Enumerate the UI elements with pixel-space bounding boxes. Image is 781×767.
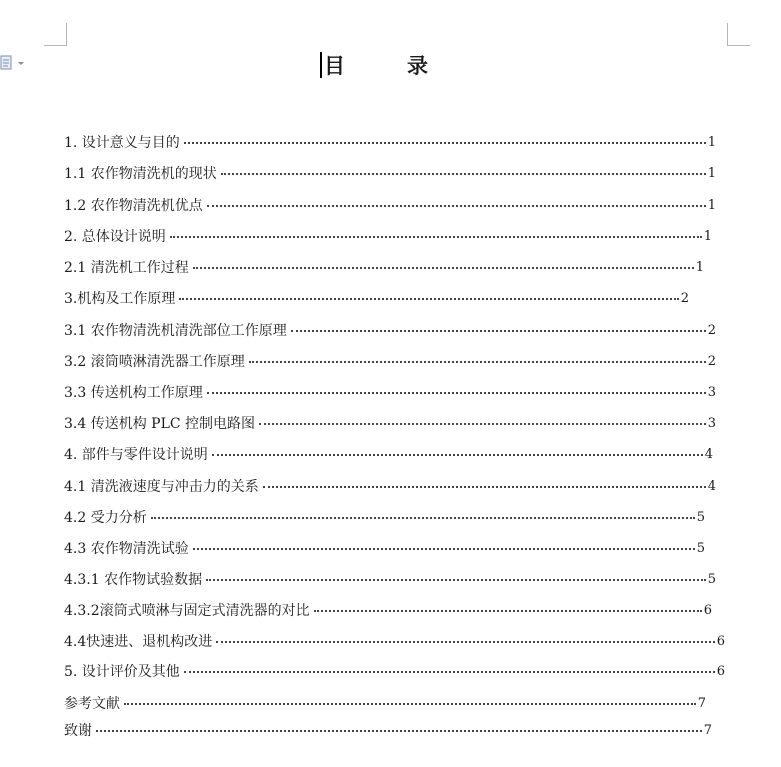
toc-page-number: 6	[703, 602, 712, 618]
toc-dot-leader	[124, 703, 696, 705]
toc-dot-leader	[314, 610, 702, 612]
toc-entry[interactable]	[64, 225, 712, 247]
toc-entry-label: 4.2 受力分析	[64, 510, 147, 526]
toc-dot-leader	[249, 361, 706, 363]
toc-dot-leader	[193, 548, 695, 550]
toc-page-number: 7	[697, 695, 706, 711]
toc-entry[interactable]	[64, 599, 712, 621]
toc-entry-label: 4. 部件与零件设计说明	[64, 447, 208, 463]
toc-page-number: 6	[716, 663, 725, 679]
toc-entry[interactable]	[64, 475, 716, 497]
toc-entry[interactable]	[64, 381, 716, 403]
toc-dot-leader	[151, 517, 695, 519]
toc-entry-label: 4.3.1 农作物试验数据	[64, 572, 203, 588]
toc-dot-leader	[291, 330, 706, 332]
toc-entry[interactable]	[64, 660, 725, 682]
toc-page-number: 3	[707, 384, 716, 400]
toc-dot-leader	[259, 423, 706, 425]
toc-entry[interactable]	[64, 537, 705, 559]
toc-dot-leader	[221, 173, 706, 175]
toc-entry[interactable]	[64, 131, 716, 153]
toc-entry-label: 5. 设计评价及其他	[64, 664, 180, 680]
toc-page-number: 1	[707, 134, 716, 150]
toc-dot-leader	[207, 392, 706, 394]
toc-page-number: 2	[707, 353, 716, 369]
toc-page-number: 7	[703, 722, 712, 738]
toc-entry-label: 4.4快速进、退机构改进	[64, 634, 213, 650]
toc-page-number: 5	[696, 509, 705, 525]
toc-dot-leader	[207, 205, 706, 207]
toc-entry[interactable]	[64, 194, 716, 216]
toc-entry-label: 1.2 农作物清洗机优点	[64, 198, 203, 214]
toc-entry-label: 2. 总体设计说明	[64, 229, 166, 245]
toc-entry-label: 1. 设计意义与目的	[64, 135, 180, 151]
toc-page-number: 1	[707, 165, 716, 181]
toc-entry-label: 3.2 滚筒喷淋清洗器工作原理	[64, 354, 245, 370]
toc-page-number: 5	[707, 571, 716, 587]
toc-dot-leader	[184, 671, 715, 673]
toc-page-number: 1	[695, 259, 704, 275]
toc-page-number: 1	[703, 228, 712, 244]
toc-page-number: 6	[716, 633, 725, 649]
toc-entry[interactable]	[64, 719, 712, 741]
title-char-2: 录	[407, 53, 428, 78]
toc-entry-label: 3.机构及工作原理	[64, 291, 176, 307]
toc-page-number: 4	[707, 478, 716, 494]
toc-dot-leader	[263, 486, 706, 488]
title-char-1: 目	[324, 53, 345, 78]
toc-page-number: 3	[707, 415, 716, 431]
toc-entry-label: 致谢	[64, 723, 92, 739]
toc-entry-label: 参考文献	[64, 696, 120, 712]
toc-entry-label: 4.3 农作物清洗试验	[64, 541, 189, 557]
toc-entry-label: 3.1 农作物清洗机清洗部位工作原理	[64, 323, 287, 339]
toc-entry[interactable]	[64, 506, 705, 528]
toc-entry[interactable]	[64, 350, 716, 372]
toc-page-number: 1	[707, 197, 716, 213]
toc-dot-leader	[216, 641, 714, 643]
toc-entry[interactable]	[64, 256, 704, 278]
toc-page-number: 4	[704, 446, 713, 462]
toc-entry[interactable]	[64, 162, 716, 184]
toc-dot-leader	[193, 267, 694, 269]
toc-entry[interactable]	[64, 319, 716, 341]
toc-page-number: 2	[707, 322, 716, 338]
toc-entry[interactable]	[64, 692, 706, 714]
toc-dot-leader	[184, 142, 706, 144]
toc-page-number: 5	[696, 540, 705, 556]
toc-entry-label: 2.1 清洗机工作过程	[64, 260, 189, 276]
toc-page-number: 2	[680, 290, 689, 306]
toc-entry-label: 3.4 传送机构 PLC 控制电路图	[64, 416, 256, 432]
toc-entry[interactable]	[64, 568, 716, 590]
toc-entry-label: 4.1 清洗液速度与冲击力的关系	[64, 479, 259, 495]
toc-dot-leader	[206, 579, 706, 581]
toc-dot-leader	[179, 298, 678, 300]
toc-entry-label: 4.3.2滚筒式喷淋与固定式清洗器的对比	[64, 603, 310, 619]
toc-entry-label: 3.3 传送机构工作原理	[64, 385, 203, 401]
toc-dot-leader	[212, 454, 703, 456]
toc-entry-label: 1.1 农作物清洗机的现状	[64, 166, 217, 182]
toc-entry[interactable]	[64, 630, 725, 652]
toc-entry[interactable]	[64, 412, 716, 434]
toc-dot-leader	[170, 236, 702, 238]
toc-dot-leader	[96, 730, 702, 732]
toc-entry[interactable]	[64, 443, 713, 465]
toc-entry[interactable]	[64, 287, 689, 309]
